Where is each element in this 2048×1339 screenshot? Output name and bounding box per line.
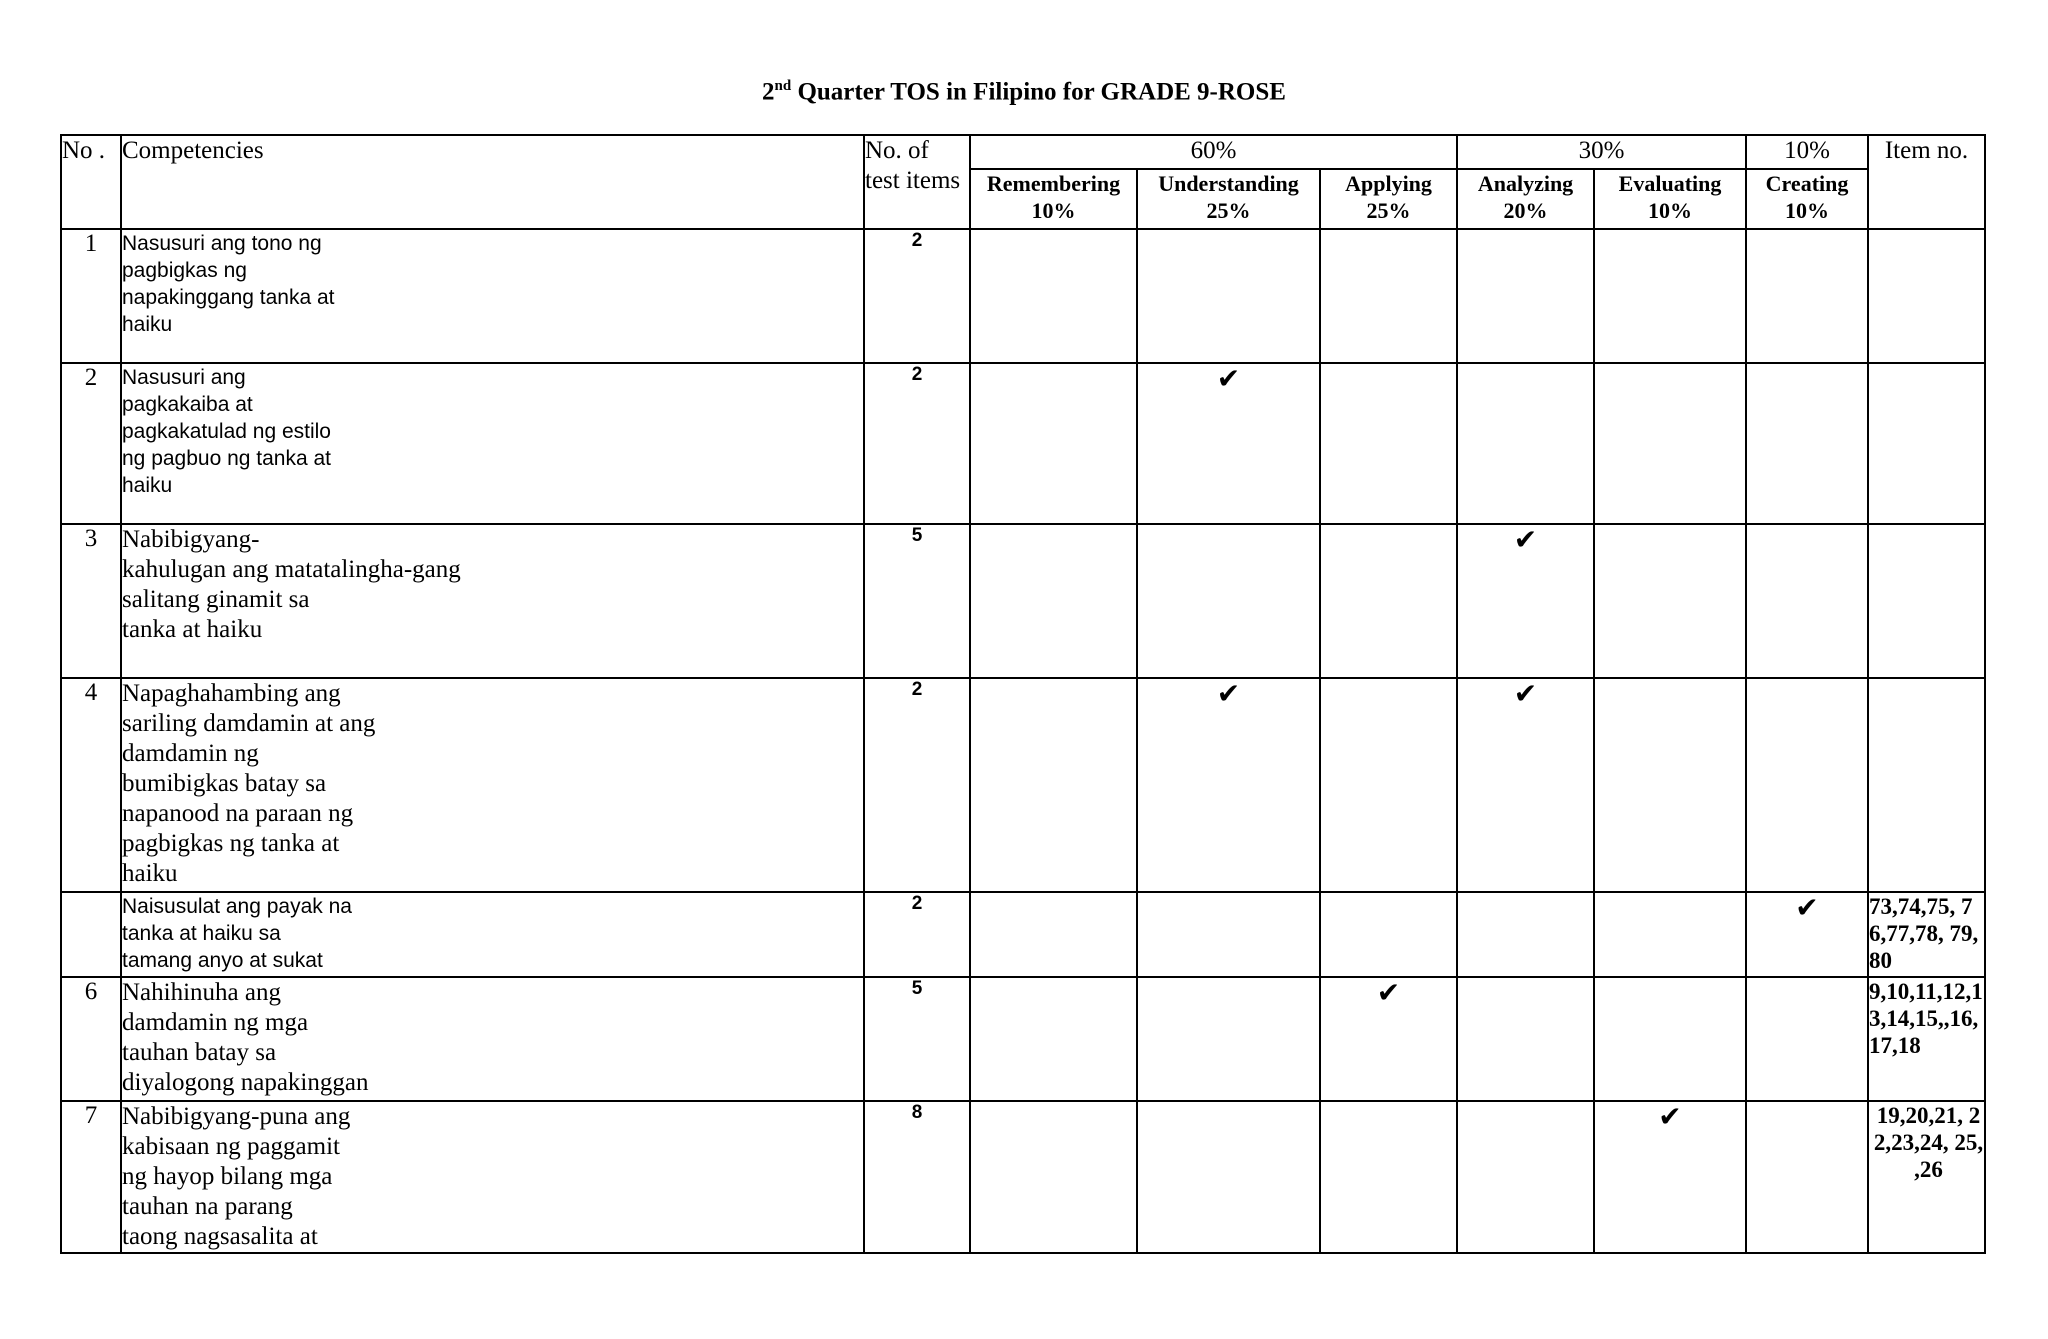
item-numbers: 9,10,11,12,13,14,15,,16,17,18 [1868,977,1985,1101]
check-analyzing: ✔ [1457,678,1594,892]
check-analyzing [1457,1101,1594,1253]
test-items-count: 2 [864,229,970,363]
row-number: 1 [61,229,121,363]
item-numbers [1868,363,1985,524]
check-analyzing [1457,977,1594,1101]
header-level-applying: Applying 25% [1320,169,1457,229]
check-applying [1320,1101,1457,1253]
check-remembering [970,892,1137,977]
check-understanding: ✔ [1137,363,1320,524]
check-evaluating [1594,977,1746,1101]
check-analyzing [1457,892,1594,977]
row-number: 4 [61,678,121,892]
check-creating [1746,524,1868,678]
row-number: 3 [61,524,121,678]
test-items-count: 5 [864,524,970,678]
item-numbers: 73,74,75, 76,77,78, 79,80 [1868,892,1985,977]
check-applying [1320,892,1457,977]
test-items-count: 8 [864,1101,970,1253]
check-evaluating [1594,363,1746,524]
competency-cell: Nasusuri ang pagkakaiba at pagkakatulad ng estilo ng pagbuo ng tanka at haiku [121,363,864,524]
table-row [61,892,1985,977]
item-numbers [1868,524,1985,678]
table-row [61,524,1985,678]
check-remembering [970,363,1137,524]
check-analyzing [1457,229,1594,363]
title-superscript: nd [774,78,792,94]
check-applying: ✔ [1320,977,1457,1101]
table-row [61,977,1985,1101]
check-creating [1746,678,1868,892]
header-number-of-items: No. of test items [864,135,970,229]
check-analyzing: ✔ [1457,524,1594,678]
row-number [61,892,121,977]
item-numbers [1868,678,1985,892]
check-evaluating [1594,229,1746,363]
table-row [61,229,1985,363]
header-no: No . [61,135,121,229]
competency-cell: Nahihinuha ang damdamin ng mga tauhan batay sa diyalogong napakinggan [121,977,864,1101]
competency-cell: Napaghahambing ang sariling damdamin at ang damdamin ng bumibigkas batay sa napanood na paraan ng pagbigkas ng tanka at haiku [121,678,864,892]
header-level-remembering: Remembering 10% [970,169,1137,229]
check-creating [1746,363,1868,524]
check-analyzing [1457,363,1594,524]
header-level-creating: Creating 10% [1746,169,1868,229]
test-items-count: 5 [864,977,970,1101]
check-evaluating [1594,678,1746,892]
row-number: 2 [61,363,121,524]
header-group-30: 30% [1457,135,1746,169]
header-level-evaluating: Evaluating 10% [1594,169,1746,229]
title-prefix: 2 [762,78,775,106]
check-remembering [970,229,1137,363]
check-creating: ✔ [1746,892,1868,977]
test-items-count: 2 [864,363,970,524]
check-creating [1746,977,1868,1101]
test-items-count: 2 [864,892,970,977]
row-number: 6 [61,977,121,1101]
check-evaluating [1594,524,1746,678]
check-applying [1320,229,1457,363]
competency-cell: Nabibigyang-puna ang kabisaan ng paggamit ng hayop bilang mga tauhan na parang taong nagsasalita at [121,1101,864,1253]
competency-cell: Naisusulat ang payak na tanka at haiku sa tamang anyo at sukat [121,892,864,977]
item-numbers: 19,20,21, 22,23,24, 25, ,26 [1868,1101,1985,1253]
check-creating [1746,1101,1868,1253]
check-understanding [1137,229,1320,363]
check-remembering [970,678,1137,892]
table-row [61,1101,1985,1253]
header-group-60: 60% [970,135,1457,169]
check-evaluating: ✔ [1594,1101,1746,1253]
check-remembering [970,1101,1137,1253]
check-understanding: ✔ [1137,678,1320,892]
competency-cell: Nabibigyang- kahulugan ang matatalingha-gang salitang ginamit sa tanka at haiku [121,524,864,678]
competency-cell: Nasusuri ang tono ng pagbigkas ng napakinggang tanka at haiku [121,229,864,363]
check-remembering [970,977,1137,1101]
check-understanding [1137,1101,1320,1253]
header-level-analyzing: Analyzing 20% [1457,169,1594,229]
title-rest: Quarter TOS in Filipino for GRADE 9-ROSE [791,78,1286,106]
check-applying [1320,678,1457,892]
row-number: 7 [61,1101,121,1253]
test-items-count: 2 [864,678,970,892]
check-evaluating [1594,892,1746,977]
tos-table [60,134,1986,1254]
item-numbers [1868,229,1985,363]
check-applying [1320,363,1457,524]
header-item-no: Item no. [1868,135,1985,229]
header-competencies: Competencies [121,135,864,229]
table-row [61,363,1985,524]
header-group-10: 10% [1746,135,1868,169]
check-understanding [1137,892,1320,977]
check-understanding [1137,977,1320,1101]
check-understanding [1137,524,1320,678]
table-row [61,678,1985,892]
document-title [0,78,2048,106]
check-creating [1746,229,1868,363]
check-remembering [970,524,1137,678]
header-level-understanding: Understanding 25% [1137,169,1320,229]
check-applying [1320,524,1457,678]
